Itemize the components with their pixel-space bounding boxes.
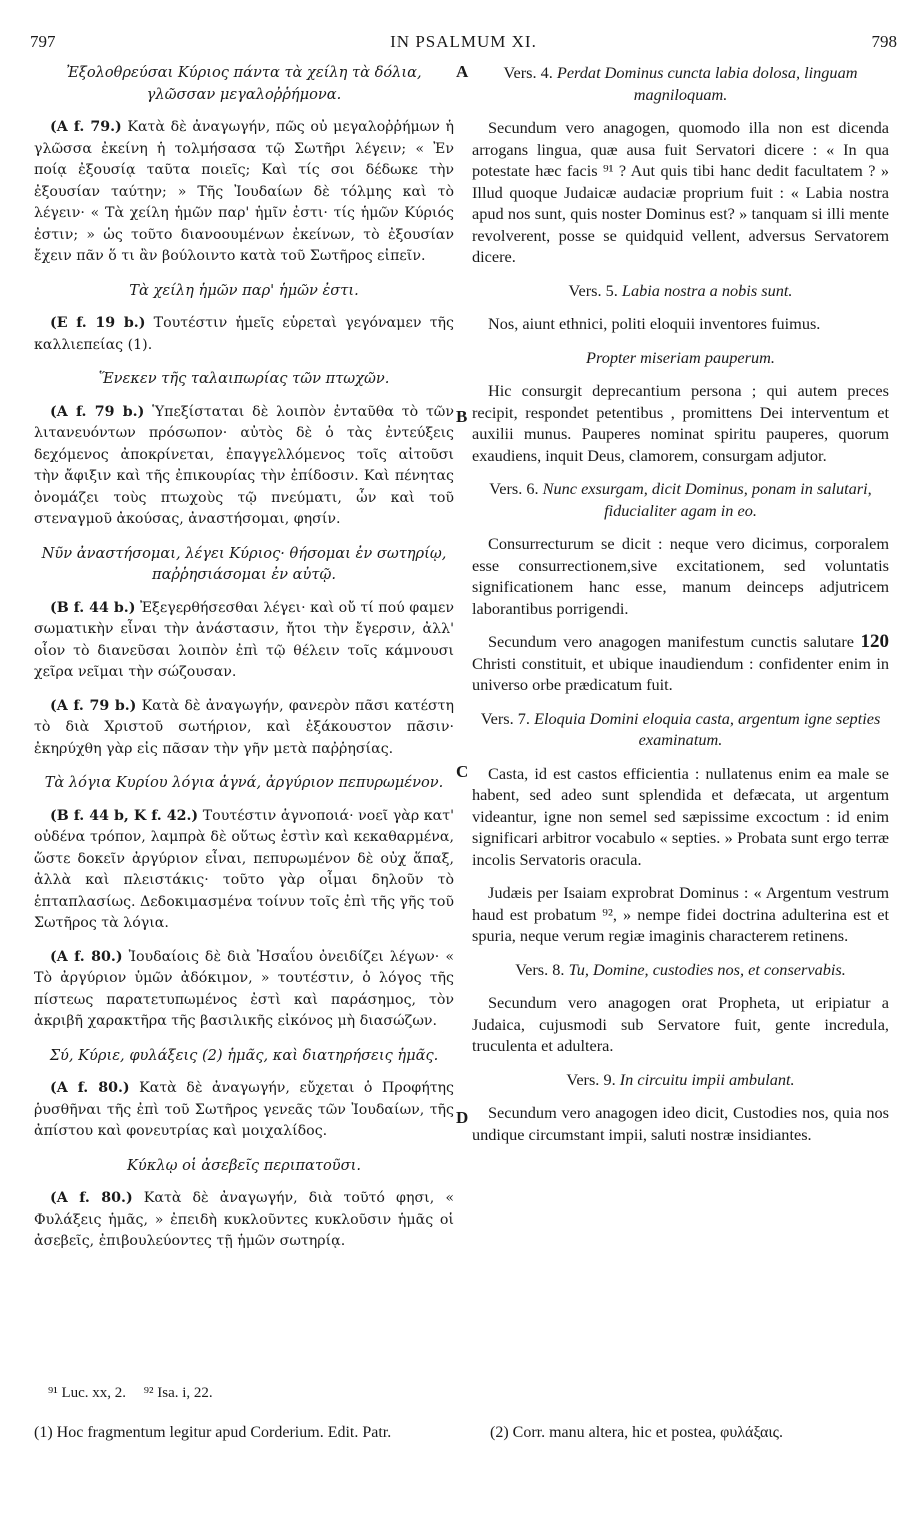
footnote-left: (1) Hoc fragmentum legitur apud Corderium. Edit. Patr.	[34, 1424, 392, 1441]
latin-verse-text: Eloquia Domini eloquia casta, argentum igne septies examinatum.	[534, 708, 881, 749]
scripture-notes	[48, 1385, 227, 1402]
running-header	[30, 32, 897, 56]
latin-verse-text: Labia nostra a nobis sunt.	[621, 280, 793, 300]
greek-column	[34, 62, 454, 1377]
latin-verse	[472, 708, 889, 751]
page-number-left: 797	[30, 32, 56, 51]
scripture-note: ⁹¹ Luc. xx, 2.	[48, 1385, 127, 1401]
latin-verse-text: Nunc exsurgam, dicit Dominus, ponam in salutari, fiducialiter agam in eo.	[542, 479, 872, 520]
manuscript-ref: (A f. 80.)	[50, 948, 123, 965]
footnote-right: (2) Corr. manu altera, hic et postea, φυλάξαις.	[490, 1424, 783, 1441]
margin-mark-b: B	[456, 407, 468, 426]
margin-mark-c: C	[456, 762, 469, 781]
latin-paragraph: Secundum vero anagogen, quomodo illa non est dicenda arrogans lingua, quæ ausa fuit Servatori dicere : « In qua potestate hæc facis ⁹¹ ? Aut quis tibi hanc dedit facultatem ? » Illud quoque Judaicæ audaciæ proprium fuit : « Labia nostra apud nos sunt, quis noster Dominus est? » tanquam si illi mente revolverent, posse se quidquid vellent, adversus Servatorem dicere.	[472, 118, 889, 266]
verse-label: Vers. 7.	[480, 708, 530, 728]
latin-paragraph-text: Secundum vero anagogen manifestum cunctis salutare	[488, 632, 855, 651]
greek-paragraph-text: Ἐξεγερθήσεσθαι λέγει· καὶ οὔ τί πού φαμεν σωματικὴν εἶναι τὴν ἀνάστασιν, ἤτοι τὴν ἔγερσιν, ἀλλ' οἷον τὸ διανεῦσαι λοιπὸν ἐπὶ τῷ θέλειν τοῖς κάμνουσι χεῖρα νεῖμαι τὴν σώζουσαν.	[34, 599, 454, 680]
greek-verse: Σύ, Κύριε, φυλάξεις (2) ἡμᾶς, καὶ διατηρήσεις ἡμᾶς.	[49, 1046, 439, 1064]
column-number: 120	[860, 631, 889, 652]
manuscript-ref: (A f. 79 b.)	[50, 403, 145, 420]
greek-verse: Κύκλῳ οἱ ἀσεβεῖς περιπατοῦσι.	[127, 1156, 361, 1174]
greek-paragraph	[34, 947, 454, 1033]
latin-paragraph-text: Christi constituit, et ubique inaudiendum : confidenter enim in universo orbe prædicatum fuit.	[472, 653, 889, 694]
greek-paragraph	[34, 696, 454, 761]
page-number-right: 798	[871, 32, 897, 51]
greek-paragraph-text: Τουτέστιν ἡμεῖς εὑρεταὶ γεγόναμεν τῆς καλλιεπείας (1).	[34, 315, 454, 353]
latin-paragraph	[472, 631, 889, 696]
latin-paragraph: Judæis per Isaiam exprobrat Dominus : « Argentum vestrum haud est probatum ⁹², » nempe fidei doctrina adulterina est et spuria, neque verum regiæ imaginis characterem retinens.	[472, 883, 889, 945]
greek-verse: Ἐξολοθρεύσαι Κύριος πάντα τὰ χείλη τὰ δόλια, γλῶσσαν μεγαλοῤῥήμονα.	[66, 64, 422, 103]
greek-paragraph-text: Ὑπεξίσταται δὲ λοιπὸν ἐνταῦθα τὸ τῶν λιτανευόντων πρόσωπον· αὐτὸς δὲ ὁ τὰς ἐντεύξεις δεχόμενος ἀποκρίνεται, ἐπαγγελλόμενος τοῖς αἰτοῦσι τὴν ἄφιξιν καὶ τῆς ἐπικουρίας τὴν ἐπίδοσιν. Καὶ πένητας ὀνομάζει τοὺς πτωχοὺς τῷ πνεύματι, ὧν καὶ τοῦ στεναγμοῦ ἀκούσας, ἀναστήσομαι, φησίν.	[34, 403, 454, 527]
greek-paragraph-text: Κατὰ δὲ ἀναγωγήν, φανερὸν πᾶσι κατέστη τὸ διὰ Χριστοῦ σωτήριον, καὶ ἐξάκουστον πᾶσιν· ἐκηρύχθη γὰρ εἰς πᾶσαν τὴν γῆν μετὰ παῤῥησίας.	[34, 697, 454, 757]
greek-paragraph-text: Κατὰ δὲ ἀναγωγήν, πῶς οὐ μεγαλοῤῥήμων ἡ γλῶσσα ἐκείνη ἡ τολμήσασα τῷ Σωτῆρι λέγειν; « Ἐν ποίᾳ ἐξουσίᾳ ταῦτα ποιεῖς; Καὶ τίς σοι δέδωκε τὴν ἐξουσίαν ταύτην; » Τῆς Ἰουδαίων δὲ τόλμης καὶ τὸ λέγειν· « Τὰ χείλη ἡμῶν παρ' ἡμῖν ἐστι· τίς ἡμῶν Κύριός ἐστιν; » ὡς τοῦτο διανοουμένων ἐκείνων, τὸ ἐξουσίαν ἔχειν πᾶν ὅ τι ἂν βούλοιντο κατὰ τοῦ Σωτῆρος εἰπεῖν.	[34, 119, 454, 264]
latin-verse: Propter miseriam pauperum.	[586, 347, 775, 367]
latin-verse	[472, 62, 889, 105]
greek-verse: Τὰ χείλη ἡμῶν παρ' ἡμῶν ἐστι.	[129, 281, 359, 299]
verse-label: Vers. 9.	[566, 1069, 616, 1089]
greek-paragraph-text: Κατὰ δὲ ἀναγωγήν, διὰ τοῦτό φησι, « Φυλάξεις ἡμᾶς, » ἐπειδὴ κυκλοῦντες κυκλοῦσιν ἡμᾶς οἱ ἀσεβεῖς, ἐπιβουλεύοντες τῇ ἡμῶν σωτηρίᾳ.	[34, 1190, 454, 1249]
latin-verse-text: In circuitu impii ambulant.	[619, 1069, 795, 1089]
verse-label: Vers. 4.	[503, 63, 553, 82]
verse-label: Vers. 5.	[568, 280, 618, 300]
latin-paragraph: Casta, id est castos efficientia : nullatenus enim ea male se habent, sed adeo sunt splendida et defæcata, ut argentum videantur, igne non semel sed sæpissime excoctum : id enim significari arbitror vocabulo « septies. » Probata sunt ergo terræ incolis Servatoris oracula.	[472, 763, 889, 869]
manuscript-ref: (A f. 79 b.)	[50, 697, 137, 714]
verse-label: Vers. 8.	[515, 959, 565, 979]
manuscript-ref: (B f. 44 b, K f. 42.)	[50, 807, 199, 824]
margin-mark-a: A	[456, 62, 469, 81]
latin-paragraph: Hic consurgit deprecantium persona ; qui autem preces recipit, respondet petentibus , promittens Dei interventum et auxilii munus. Pauperes nominat spiritu pauperes, quorum exaudiens, inquit Deus, clamorem, consurgam adjutor.	[472, 381, 889, 465]
latin-paragraph: Nos, aiunt ethnici, politi eloquii inventores fuimus.	[488, 314, 821, 333]
verse-label: Vers. 6.	[489, 479, 539, 498]
greek-paragraph	[34, 806, 454, 935]
greek-paragraph	[34, 402, 454, 531]
manuscript-ref: (B f. 44 b.)	[50, 599, 136, 616]
latin-paragraph: Secundum vero anagogen orat Propheta, ut eripiatur a Judaica, cujusmodi sub Servatore fuit, gente incredula, truculenta et adultera.	[472, 993, 889, 1055]
greek-verse: Ἕνεκεν τῆς ταλαιπωρίας τῶν πτωχῶν.	[98, 370, 390, 387]
greek-paragraph-text: Ἰουδαίοις δὲ διὰ Ἠσαΐου ὀνειδίζει λέγων· « Τὸ ἀργύριον ὑμῶν ἀδόκιμον, » τουτέστιν, ὁ λόγος τῆς πίστεως παρατετυπωμένος ἐστὶ καὶ παράσημος, τὸν ἀκριβῆ χαρακτῆρα τῆς βασιλικῆς εἰκόνος μὴ διασώζων.	[34, 948, 454, 1029]
latin-verse	[472, 280, 889, 302]
manuscript-ref: (A f. 80.)	[50, 1190, 133, 1206]
manuscript-ref: (E f. 19 b.)	[50, 315, 146, 331]
margin-mark-d: D	[456, 1108, 469, 1127]
latin-verse-text: Tu, Domine, custodies nos, et conservabis.	[568, 959, 846, 979]
greek-paragraph	[34, 1078, 454, 1143]
latin-paragraph: Consurrecturum se dicit : neque vero dicimus, corporalem esse consurrectionem,sive excitationem, sed voluntatis significationem hanc esse, manum deinceps adjutricem laborantibus porrigendi.	[472, 534, 889, 618]
greek-paragraph-text: Τουτέστιν ἁγνοποιά· νοεῖ γὰρ κατ' οὐδένα τρόπον, λαμπρὰ δὲ οὕτως ἐστὶν καὶ κεκαθαρμένα, ὥστε δοκεῖν ἀργύριον εἶναι, πεπυρωμένον δὲ οὐχ ἅπαξ, ἀλλὰ καὶ πλειστάκις· τοῦτο γὰρ οἶμαι δηλοῦν τὸ ἑπταπλασίως. Δεδοκιμασμένα τοίνυν τοῖς ἐπὶ τῆς γῆς τοῦ Σωτῆρος τὰ λόγια.	[34, 807, 454, 931]
latin-paragraph: Secundum vero anagogen ideo dicit, Custodies nos, quia nos undique circumstant impii, saluti nostræ insidiantes.	[472, 1103, 889, 1144]
manuscript-ref: (A f. 79.)	[50, 119, 122, 135]
manuscript-ref: (A f. 80.)	[50, 1080, 130, 1096]
greek-paragraph-text: Κατὰ δὲ ἀναγωγήν, εὔχεται ὁ Προφήτης ῥυσθῆναι τῆς ἐπὶ τοῦ Σωτῆρος γενεᾶς τῶν Ἰουδαίων, τῆς ἀπίστου καὶ φονευτρίας καὶ μοιχαλίδος.	[34, 1080, 454, 1139]
running-title: IN PSALMUM XI.	[390, 32, 537, 51]
latin-verse	[472, 478, 889, 521]
greek-verse: Νῦν ἀναστήσομαι, λέγει Κύριος· θήσομαι ἐν σωτηρίῳ, παῤῥησιάσομαι ἐν αὐτῷ.	[41, 544, 447, 583]
latin-column	[472, 62, 889, 1377]
latin-verse	[472, 1069, 889, 1091]
greek-paragraph	[34, 117, 454, 268]
greek-paragraph	[34, 1188, 454, 1253]
greek-verse: Τὰ λόγια Κυρίου λόγια ἁγνά, ἀργύριον πεπυρωμένον.	[44, 774, 444, 791]
greek-paragraph	[34, 313, 454, 356]
latin-verse	[472, 959, 889, 981]
greek-paragraph	[34, 598, 454, 684]
scripture-note: ⁹² Isa. i, 22.	[143, 1385, 213, 1401]
latin-verse-text: Perdat Dominus cuncta labia dolosa, linguam magniloquam.	[556, 63, 858, 104]
